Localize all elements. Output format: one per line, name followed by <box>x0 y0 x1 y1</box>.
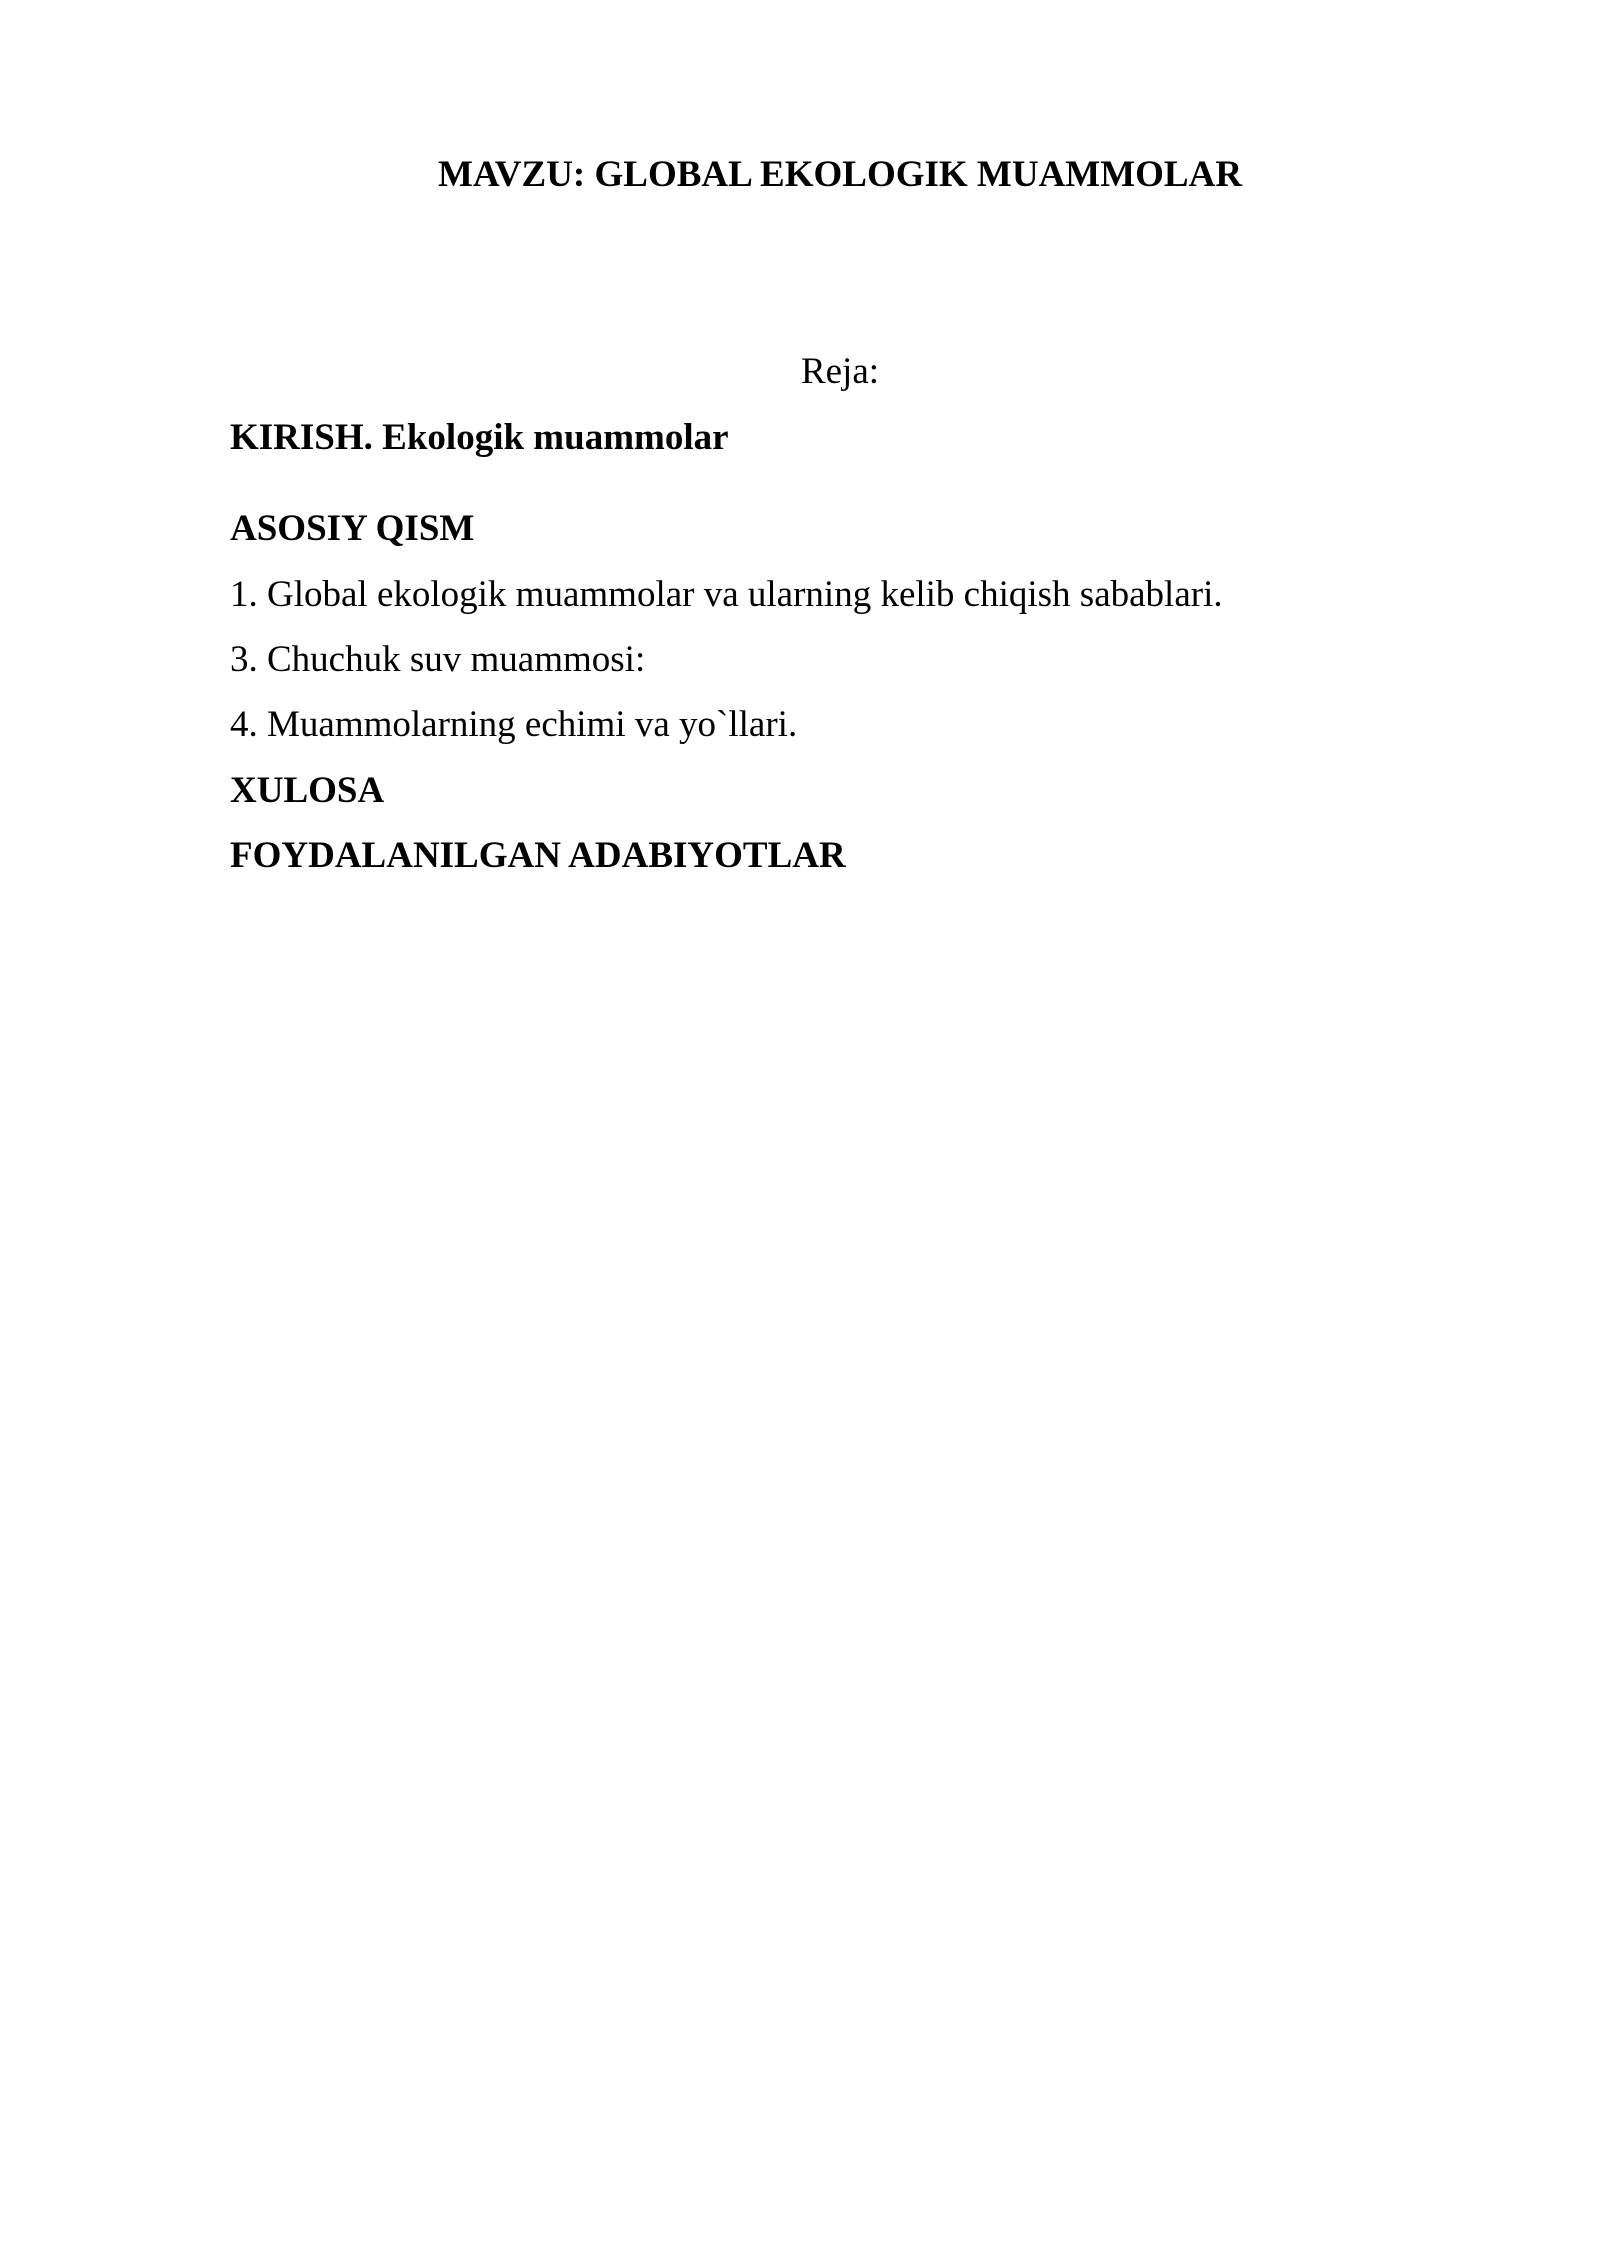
conclusion-heading: XULOSA <box>230 770 385 811</box>
main-part-heading: ASOSIY QISM <box>230 508 475 549</box>
plan-item: 4. Muammolarning echimi va yo`llari. <box>230 704 798 745</box>
plan-item: 3. Chuchuk suv muammosi: <box>230 639 646 680</box>
plan-label: Reja: <box>800 351 880 392</box>
document-title: MAVZU: GLOBAL EKOLOGIK MUAMMOLAR <box>437 154 1243 195</box>
plan-item: 1. Global ekologik muammolar va ularning kelib chiqish sabablari. <box>230 574 1223 615</box>
intro-heading: KIRISH. Ekologik muammolar <box>230 417 729 458</box>
references-heading: FOYDALANILGAN ADABIYOTLAR <box>230 835 846 876</box>
